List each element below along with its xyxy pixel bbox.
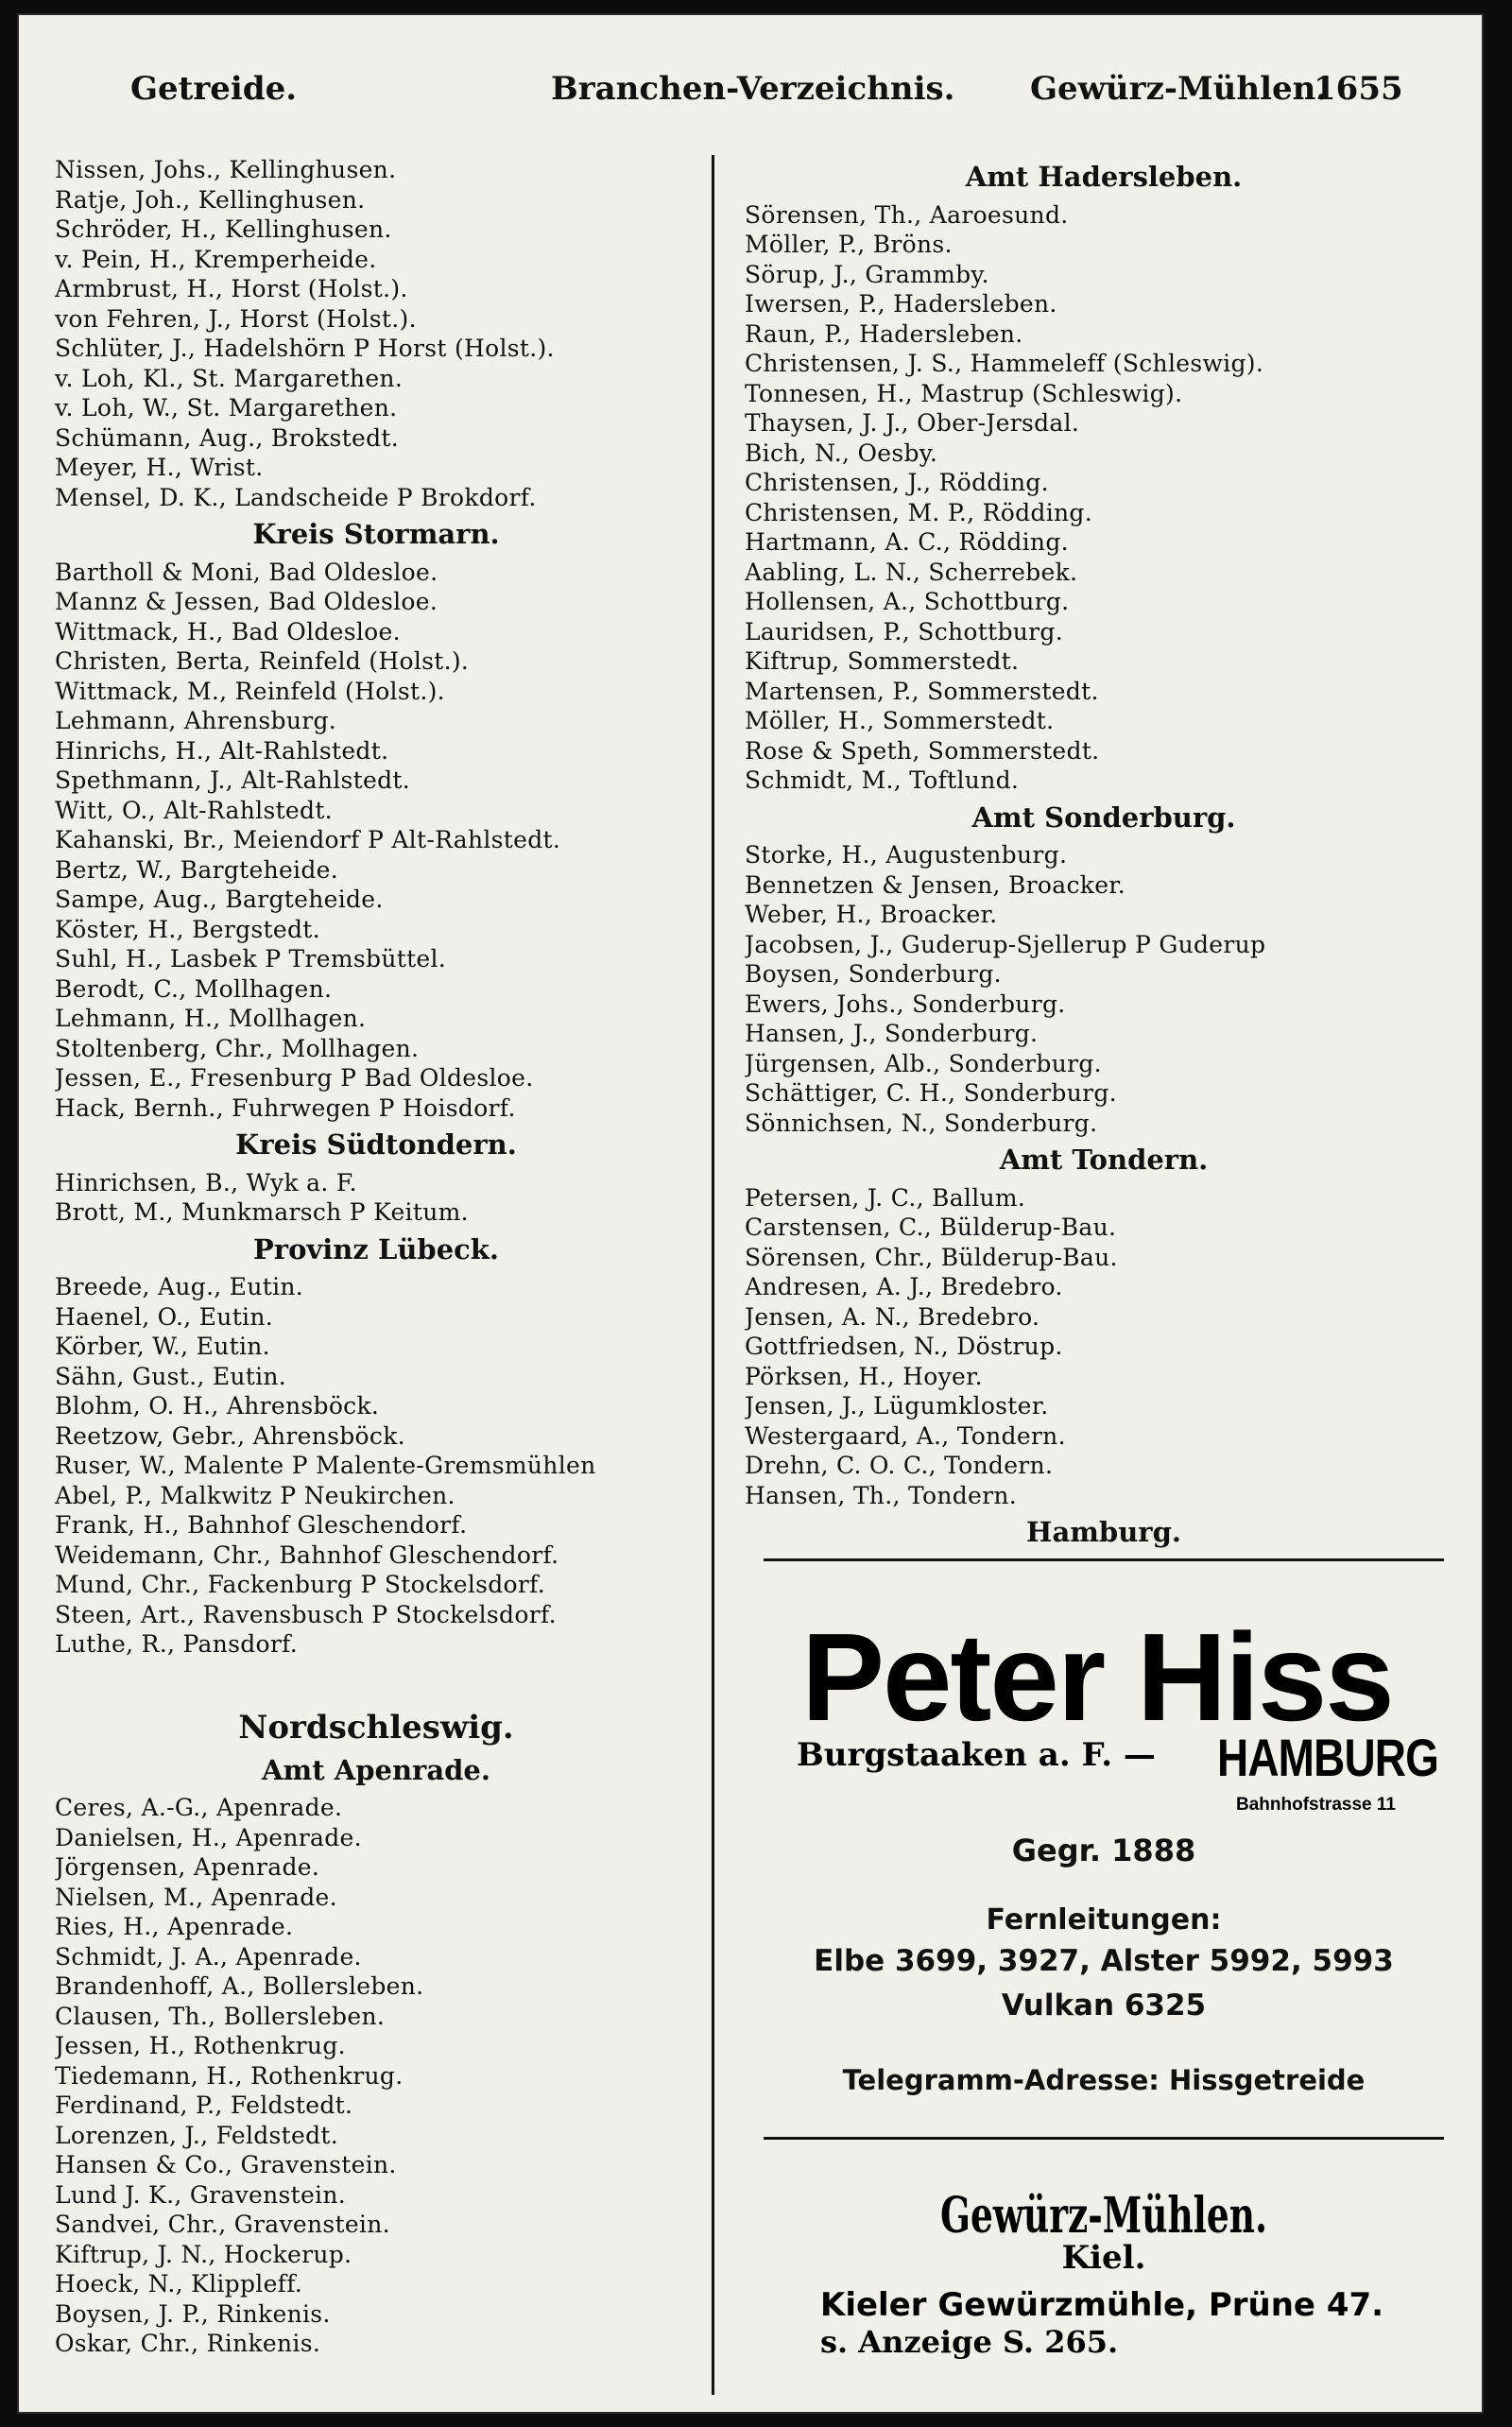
directory-entry: Kiftrup, Sommerstedt. (745, 647, 1020, 675)
section-heading: Provinz Lübeck. (253, 1232, 499, 1265)
directory-entry: Hansen, Th., Tondern. (745, 1481, 1018, 1509)
directory-entry: Meyer, H., Wrist. (55, 454, 264, 481)
directory-entry: Raun, P., Hadersleben. (745, 319, 1023, 348)
section-heading: Amt Apenrade. (262, 1753, 490, 1786)
section-entry: Kieler Gewürzmühle, Prüne 47. (820, 2286, 1384, 2324)
directory-entry: Weber, H., Broacker. (745, 901, 998, 928)
directory-entry: Hartmann, A. C., Rödding. (745, 528, 1069, 556)
directory-entry: Jürgensen, Alb., Sonderburg. (745, 1049, 1102, 1077)
directory-entry: Clausen, Th., Bollersleben. (55, 2002, 386, 2030)
directory-entry: Boysen, Sonderburg. (745, 960, 1002, 988)
page-header (17, 70, 1484, 127)
directory-entry: Tiedemann, H., Rothenkrug. (55, 2061, 404, 2090)
directory-entry: Boysen, J. P., Rinkenis. (55, 2299, 331, 2328)
ad-bottom-rule (764, 2137, 1444, 2140)
directory-entry: Mensel, D. K., Landscheide P Brokdorf. (55, 483, 537, 511)
directory-entry: Schmidt, J. A., Apenrade. (55, 1942, 362, 1971)
directory-entry: Christensen, J. S., Hammeleff (Schleswig). (745, 350, 1264, 377)
header-right: Gewürz-Mühlen. (1030, 70, 1328, 108)
directory-entry: Hansen & Co., Gravenstein. (55, 2151, 397, 2178)
directory-entry: Bich, N., Oesby. (745, 439, 938, 467)
directory-entry: Wittmack, M., Reinfeld (Holst.). (55, 677, 445, 705)
directory-entry: Mannz & Jessen, Bad Oldesloe. (55, 588, 438, 615)
directory-entry: Thaysen, J. J., Ober-Jersdal. (745, 409, 1080, 437)
ad-founded: Gegr. 1888 (1011, 1833, 1196, 1868)
directory-entry: Iwersen, P., Hadersleben. (745, 290, 1057, 318)
directory-entry: Rose & Speth, Sommerstedt. (745, 736, 1100, 765)
directory-entry: Jessen, H., Rothenkrug. (55, 2032, 346, 2059)
directory-entry: Aabling, L. N., Scherrebek. (745, 558, 1078, 586)
directory-entry: Möller, P., Bröns. (745, 231, 953, 258)
directory-entry: Jacobsen, J., Guderup-Sjellerup P Guderup (745, 930, 1266, 958)
directory-entry: Jörgensen, Apenrade. (55, 1853, 320, 1881)
directory-entry: Schlüter, J., Hadelshörn P Horst (Holst.). (55, 335, 555, 362)
directory-entry: Ries, H., Apenrade. (55, 1913, 294, 1940)
directory-entry: Köster, H., Bergstedt. (55, 915, 320, 943)
directory-entry: Hinrichs, H., Alt-Rahlstedt. (55, 736, 389, 765)
directory-entry: Berodt, C., Mollhagen. (55, 974, 333, 1003)
directory-entry: Petersen, J. C., Ballum. (745, 1183, 1026, 1212)
directory-entry: Jessen, E., Fresenburg P Bad Oldesloe. (55, 1064, 534, 1092)
directory-entry: Kiftrup, J. N., Hockerup. (55, 2240, 352, 2268)
directory-entry: Lorenzen, J., Feldstedt. (55, 2121, 339, 2149)
directory-entry: Schümann, Aug., Brokstedt. (55, 423, 400, 452)
directory-entry: Hinrichsen, B., Wyk a. F. (55, 1168, 357, 1196)
directory-entry: Christensen, J., Rödding. (745, 469, 1049, 496)
advertisement (745, 1558, 1463, 2409)
directory-entry: Christensen, M. P., Rödding. (745, 498, 1092, 526)
directory-entry: Blohm, O. H., Ahrensböck. (55, 1392, 380, 1420)
directory-entry: Hack, Bernh., Fuhrwegen P Hoisdorf. (55, 1093, 516, 1122)
directory-entry: Abel, P., Malkwitz P Neukirchen. (55, 1481, 455, 1509)
header-title: Branchen-Verzeichnis. (551, 70, 955, 108)
directory-entry: Sandvei, Chr., Gravenstein. (55, 2211, 390, 2238)
ad-phones-label: Fernleitungen: (986, 1903, 1222, 1936)
directory-entry: Bennetzen & Jensen, Broacker. (745, 870, 1126, 899)
directory-entry: v. Loh, Kl., St. Margarethen. (55, 364, 404, 392)
column-divider (712, 155, 714, 2395)
ad-phones-line1: Elbe 3699, 3927, Alster 5992, 5993 (814, 1944, 1394, 1978)
section-heading: Kreis Stormarn. (252, 518, 500, 550)
section-heading: Amt Tondern. (999, 1144, 1209, 1176)
directory-entry: Bartholl & Moni, Bad Oldesloe. (55, 558, 438, 586)
left-column (55, 155, 697, 2359)
directory-entry: Sörup, J., Grammby. (745, 260, 989, 288)
directory-entry: Suhl, H., Lasbek P Tremsbüttel. (55, 945, 447, 973)
directory-entry: Oskar, Chr., Rinkenis. (55, 2330, 321, 2357)
directory-entry: Lauridsen, P., Schottburg. (745, 617, 1063, 645)
ad-top-rule (764, 1558, 1444, 1561)
region-heading: Nordschleswig. (238, 1708, 514, 1747)
ad-phones-line2: Vulkan 6325 (1001, 1988, 1207, 2022)
directory-entry: Ferdinand, P., Feldstedt. (55, 2091, 353, 2119)
directory-entry: Lehmann, H., Mollhagen. (55, 1005, 367, 1032)
directory-entry: Westergaard, A., Tondern. (745, 1421, 1066, 1450)
directory-entry: Ewers, Johs., Sonderburg. (745, 990, 1066, 1018)
directory-entry: Hollensen, A., Schottburg. (745, 588, 1070, 615)
directory-entry: Stoltenberg, Chr., Mollhagen. (55, 1034, 420, 1062)
spacer (55, 1660, 697, 1697)
directory-entry: Mund, Chr., Fackenburg P Stockelsdorf. (55, 1571, 546, 1598)
directory-entry: Christen, Berta, Reinfeld (Holst.). (55, 647, 470, 675)
directory-entry: Nielsen, M., Apenrade. (55, 1883, 337, 1911)
directory-entry: Nissen, Johs., Kellinghusen. (55, 156, 397, 183)
directory-entry: Möller, H., Sommerstedt. (745, 707, 1055, 734)
directory-entry: Weidemann, Chr., Bahnhof Gleschendorf. (55, 1541, 559, 1569)
directory-entry: Haenel, O., Eutin. (55, 1302, 273, 1331)
header-left: Getreide. (130, 70, 298, 108)
ad-company-name: Peter Hiss (801, 1608, 1393, 1747)
directory-entry: Luthe, R., Pansdorf. (55, 1630, 299, 1658)
directory-entry: Spethmann, J., Alt-Rahlstedt. (55, 766, 411, 794)
directory-entry: Andresen, A. J., Bredebro. (745, 1273, 1063, 1300)
directory-entry: Carstensen, C., Bülderup-Bau. (745, 1214, 1117, 1241)
directory-entry: Bertz, W., Bargteheide. (55, 855, 339, 884)
ad-city: HAMBURG (1217, 1728, 1439, 1787)
directory-entry: Ceres, A.-G., Apenrade. (55, 1794, 343, 1821)
section-heading: Hamburg. (1026, 1516, 1181, 1548)
directory-entry: Jensen, J., Lügumkloster. (745, 1392, 1049, 1420)
right-column (745, 155, 1463, 1556)
directory-entry: Jensen, A. N., Bredebro. (745, 1302, 1040, 1331)
directory-entry: Schättiger, C. H., Sonderburg. (745, 1079, 1117, 1107)
directory-entry: von Fehren, J., Horst (Holst.). (55, 304, 417, 333)
directory-entry: Witt, O., Alt-Rahlstedt. (55, 796, 333, 824)
directory-page (17, 13, 1484, 2414)
directory-entry: Brandenhoff, A., Bollersleben. (55, 1972, 424, 2000)
directory-entry: Frank, H., Bahnhof Gleschendorf. (55, 1511, 468, 1539)
directory-entry: Armbrust, H., Horst (Holst.). (55, 275, 408, 302)
ad-telegram: Telegramm-Adresse: Hissgetreide (842, 2064, 1366, 2096)
directory-entry: Martensen, P., Sommerstedt. (745, 677, 1099, 705)
directory-entry: Wittmack, H., Bad Oldesloe. (55, 617, 401, 645)
directory-entry: Steen, Art., Ravensbusch P Stockelsdorf. (55, 1600, 557, 1628)
directory-entry: Sampe, Aug., Bargteheide. (55, 886, 384, 913)
ad-street: Bahnhofstrasse 11 (1236, 1795, 1396, 1815)
section-heading: Amt Sonderburg. (971, 800, 1236, 834)
section-heading: Amt Hadersleben. (965, 161, 1243, 193)
directory-entry: v. Pein, H., Kremperheide. (55, 245, 377, 273)
directory-entry: Ruser, W., Malente P Malente-Gremsmühlen (55, 1452, 596, 1479)
directory-entry: Kahanski, Br., Meiendorf P Alt-Rahlstedt. (55, 826, 561, 853)
ad-location: Burgstaaken a. F. — (797, 1736, 1156, 1774)
directory-entry: Tonnesen, H., Mastrup (Schleswig). (745, 379, 1183, 407)
section-heading-gewurz: Gewürz-Mühlen. (940, 2187, 1267, 2245)
section-city: Kiel. (1061, 2239, 1146, 2277)
directory-entry: Schmidt, M., Toftlund. (745, 766, 1020, 794)
directory-entry: Sörensen, Th., Aaroesund. (745, 200, 1069, 229)
directory-entry: Hansen, J., Sonderburg. (745, 1020, 1039, 1047)
page-number: 1655 (1314, 70, 1403, 108)
directory-entry: Drehn, C. O. C., Tondern. (745, 1452, 1054, 1479)
directory-entry: Schröder, H., Kellinghusen. (55, 215, 392, 243)
directory-entry: Gottfriedsen, N., Döstrup. (745, 1333, 1063, 1360)
directory-entry: Reetzow, Gebr., Ahrensböck. (55, 1421, 405, 1450)
directory-entry: Sönnichsen, N., Sonderburg. (745, 1109, 1098, 1137)
directory-entry: Sähn, Gust., Eutin. (55, 1362, 287, 1390)
directory-entry: Lehmann, Ahrensburg. (55, 707, 337, 734)
directory-entry: Ratje, Joh., Kellinghusen. (55, 185, 366, 214)
directory-entry: Brott, M., Munkmarsch P Keitum. (55, 1198, 469, 1226)
directory-entry: Pörksen, H., Hoyer. (745, 1362, 983, 1390)
section-reference: s. Anzeige S. 265. (820, 2324, 1119, 2360)
directory-entry: Körber, W., Eutin. (55, 1333, 270, 1360)
directory-entry: Breede, Aug., Eutin. (55, 1273, 304, 1300)
directory-entry: Lund J. K., Gravenstein. (55, 2180, 347, 2209)
directory-entry: Danielsen, H., Apenrade. (55, 1823, 362, 1851)
section-heading: Kreis Südtondern. (235, 1128, 517, 1161)
directory-entry: v. Loh, W., St. Margarethen. (55, 394, 398, 422)
directory-entry: Sörensen, Chr., Bülderup-Bau. (745, 1243, 1118, 1271)
directory-entry: Hoeck, N., Klippleff. (55, 2270, 303, 2298)
directory-entry: Storke, H., Augustenburg. (745, 841, 1068, 869)
